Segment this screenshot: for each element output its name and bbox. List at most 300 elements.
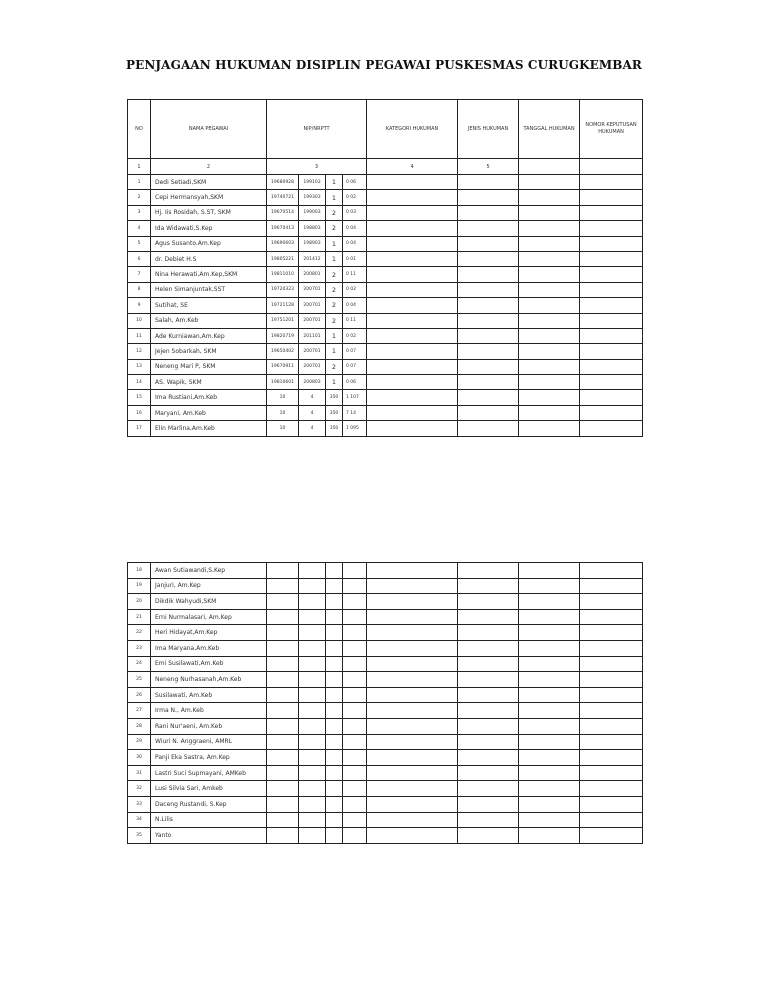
employee-name: Neneng Nurhasanah,Am.Keb <box>151 672 267 688</box>
tanggal-cell <box>519 734 580 750</box>
kategori-cell <box>367 375 458 390</box>
nomor-cell <box>580 298 643 313</box>
jenis-cell <box>458 828 519 844</box>
kategori-cell <box>367 765 458 781</box>
nomor-cell <box>580 796 643 812</box>
table-row <box>128 625 643 641</box>
tanggal-cell <box>519 750 580 766</box>
kategori-cell <box>367 205 458 220</box>
nip-part-2 <box>299 594 326 610</box>
employee-name: Emi Susilawati,Am.Keb <box>151 656 267 672</box>
tanggal-cell <box>519 267 580 282</box>
employee-name: Agus Susanto.Am.Kep <box>151 236 267 251</box>
row-number: 28 <box>128 718 151 734</box>
nip-part-2: 201412 <box>299 251 326 266</box>
nip-part-4 <box>343 563 367 579</box>
nip-part-2 <box>299 625 326 641</box>
row-number: 3 <box>128 205 151 220</box>
employee-name: Panji Eka Sastra, Am.Kep <box>151 750 267 766</box>
row-number: 17 <box>128 421 151 436</box>
employee-name: Daceng Rustandi, S.Kep <box>151 796 267 812</box>
tanggal-cell <box>519 236 580 251</box>
row-number: 23 <box>128 640 151 656</box>
nip-part-2 <box>299 750 326 766</box>
nomor-cell <box>580 328 643 343</box>
nip-part-3: 1 <box>326 190 343 205</box>
jenis-cell <box>458 236 519 251</box>
employee-name: Salah, Am.Keb <box>151 313 267 328</box>
nip-part-1 <box>267 687 299 703</box>
nip-part-4 <box>343 718 367 734</box>
nip-part-1 <box>267 718 299 734</box>
nomor-cell <box>580 781 643 797</box>
tanggal-cell <box>519 421 580 436</box>
jenis-cell <box>458 656 519 672</box>
nip-part-1: 10 <box>267 421 299 436</box>
nip-part-4: 0 11 <box>343 267 367 282</box>
nip-part-2 <box>299 687 326 703</box>
tanggal-cell <box>519 656 580 672</box>
table-row <box>128 765 643 781</box>
nip-part-4: 0 06 <box>343 375 367 390</box>
header-nip: NIP/NRPTT <box>267 100 367 159</box>
row-number: 9 <box>128 298 151 313</box>
nomor-cell <box>580 282 643 297</box>
nip-part-1 <box>267 672 299 688</box>
kategori-cell <box>367 282 458 297</box>
tanggal-cell <box>519 298 580 313</box>
jenis-cell <box>458 563 519 579</box>
nip-part-1: 19810601 <box>267 375 299 390</box>
jenis-cell <box>458 750 519 766</box>
nip-part-4: 0 02 <box>343 328 367 343</box>
kategori-cell <box>367 421 458 436</box>
row-number: 32 <box>128 781 151 797</box>
jenis-cell <box>458 640 519 656</box>
jenis-cell <box>458 672 519 688</box>
nip-part-4: 0 04 <box>343 298 367 313</box>
nip-part-3 <box>326 703 343 719</box>
nomor-cell <box>580 765 643 781</box>
employee-name: Janjuri, Am.Kep <box>151 578 267 594</box>
nip-part-1: 19670911 <box>267 359 299 374</box>
nip-part-1: 19805221 <box>267 251 299 266</box>
row-number: 20 <box>128 594 151 610</box>
table-row <box>128 750 643 766</box>
employee-name: Lusi Silvia Sari, Amkeb <box>151 781 267 797</box>
row-number: 12 <box>128 344 151 359</box>
tanggal-cell <box>519 609 580 625</box>
nip-part-4 <box>343 656 367 672</box>
nip-part-2 <box>299 578 326 594</box>
nip-part-3: 1 <box>326 344 343 359</box>
tanggal-cell <box>519 781 580 797</box>
nip-part-3 <box>326 672 343 688</box>
nip-part-2: 200801 <box>299 267 326 282</box>
nip-part-4 <box>343 687 367 703</box>
nip-part-2 <box>299 734 326 750</box>
row-number: 2 <box>128 190 151 205</box>
employee-name: Wiuri N. Anggraeni, AMRL <box>151 734 267 750</box>
row-number: 4 <box>128 221 151 236</box>
header-nomor-keputusan: NOMOR KEPUTUSAN HUKUMAN <box>580 100 643 159</box>
nip-part-2 <box>299 781 326 797</box>
employee-name: Irma N., Am.Keb <box>151 703 267 719</box>
nip-part-2 <box>299 609 326 625</box>
nip-part-1 <box>267 750 299 766</box>
table-row <box>128 190 643 205</box>
nip-part-3: 2 <box>326 313 343 328</box>
nomor-cell <box>580 656 643 672</box>
nip-part-4 <box>343 796 367 812</box>
row-number: 7 <box>128 267 151 282</box>
table-row <box>128 390 643 405</box>
nip-part-4 <box>343 781 367 797</box>
nomor-cell <box>580 205 643 220</box>
jenis-cell <box>458 205 519 220</box>
table-row <box>128 796 643 812</box>
nip-part-2: 200701 <box>299 298 326 313</box>
nip-part-4: 1 107 <box>343 390 367 405</box>
nip-part-1 <box>267 765 299 781</box>
tanggal-cell <box>519 190 580 205</box>
nip-part-3 <box>326 563 343 579</box>
employee-name: Maryani, Am.Keb <box>151 405 267 420</box>
table-row <box>128 236 643 251</box>
jenis-cell <box>458 578 519 594</box>
kategori-cell <box>367 734 458 750</box>
nomor-cell <box>580 344 643 359</box>
employee-name: Hj. Iis Rosidah, S.ST, SKM <box>151 205 267 220</box>
jenis-cell <box>458 781 519 797</box>
nip-part-3 <box>326 687 343 703</box>
nip-part-2 <box>299 672 326 688</box>
jenis-cell <box>458 221 519 236</box>
tanggal-cell <box>519 640 580 656</box>
employee-name: Cepi Hermansyah,SKM <box>151 190 267 205</box>
employee-name: N.Lilis <box>151 812 267 828</box>
employee-name: Ade Kurniawan,Am.Kep <box>151 328 267 343</box>
nip-part-3: 1 <box>326 375 343 390</box>
row-number: 14 <box>128 375 151 390</box>
employee-name: Heri Hidayat,Am.Kep <box>151 625 267 641</box>
nip-part-3: 1 <box>326 175 343 190</box>
header-no: NO <box>128 100 151 159</box>
tanggal-cell <box>519 594 580 610</box>
nip-part-2: 4 <box>299 421 326 436</box>
table-row <box>128 421 643 436</box>
jenis-cell <box>458 359 519 374</box>
employee-name: Neneng Mari P, SKM <box>151 359 267 374</box>
kategori-cell <box>367 236 458 251</box>
tanggal-cell <box>519 718 580 734</box>
empty-cell <box>519 159 580 175</box>
jenis-cell <box>458 375 519 390</box>
jenis-cell <box>458 796 519 812</box>
nip-part-2: 199003 <box>299 205 326 220</box>
nip-part-2: 200701 <box>299 282 326 297</box>
nip-part-2 <box>299 828 326 844</box>
nip-part-1: 19670514 <box>267 205 299 220</box>
column-number: 2 <box>151 159 267 175</box>
nip-part-3: 350 <box>326 405 343 420</box>
nomor-cell <box>580 236 643 251</box>
nip-part-1 <box>267 625 299 641</box>
nip-part-1 <box>267 656 299 672</box>
nip-part-3: 1 <box>326 328 343 343</box>
employee-name: Dikdik Wahyudi,SKM <box>151 594 267 610</box>
nip-part-4 <box>343 750 367 766</box>
kategori-cell <box>367 781 458 797</box>
kategori-cell <box>367 796 458 812</box>
tanggal-cell <box>519 313 580 328</box>
employee-name: Lastri Suci Supmayani, AMKeb <box>151 765 267 781</box>
nip-part-2: 200701 <box>299 344 326 359</box>
employee-name: Helen Simanjuntak,SST <box>151 282 267 297</box>
jenis-cell <box>458 344 519 359</box>
nip-part-2: 198803 <box>299 221 326 236</box>
nip-part-4: 0 04 <box>343 236 367 251</box>
kategori-cell <box>367 750 458 766</box>
nip-part-1 <box>267 828 299 844</box>
table-row <box>128 578 643 594</box>
empty-cell <box>580 159 643 175</box>
nip-part-3: 2 <box>326 298 343 313</box>
jenis-cell <box>458 734 519 750</box>
nomor-cell <box>580 594 643 610</box>
nomor-cell <box>580 563 643 579</box>
kategori-cell <box>367 578 458 594</box>
nip-part-4 <box>343 765 367 781</box>
kategori-cell <box>367 405 458 420</box>
employee-name: Jejen Sobarkah, SKM <box>151 344 267 359</box>
table-row <box>128 359 643 374</box>
table-row <box>128 282 643 297</box>
nomor-cell <box>580 625 643 641</box>
row-number: 35 <box>128 828 151 844</box>
nip-part-2 <box>299 812 326 828</box>
table-row <box>128 812 643 828</box>
tanggal-cell <box>519 765 580 781</box>
nomor-cell <box>580 190 643 205</box>
jenis-cell <box>458 267 519 282</box>
nip-part-4 <box>343 734 367 750</box>
nip-part-3 <box>326 781 343 797</box>
nomor-cell <box>580 812 643 828</box>
kategori-cell <box>367 703 458 719</box>
row-number: 29 <box>128 734 151 750</box>
kategori-cell <box>367 672 458 688</box>
nomor-cell <box>580 221 643 236</box>
table-row <box>128 175 643 190</box>
header-jenis-hukuman: JENIS HUKUMAN <box>458 100 519 159</box>
kategori-cell <box>367 656 458 672</box>
kategori-cell <box>367 313 458 328</box>
table-row <box>128 687 643 703</box>
employee-name: Rani Nur'aeni, Am.Keb <box>151 718 267 734</box>
tanggal-cell <box>519 359 580 374</box>
row-number: 5 <box>128 236 151 251</box>
nip-part-3 <box>326 734 343 750</box>
table-row <box>128 405 643 420</box>
nip-part-4: 0 04 <box>343 221 367 236</box>
nip-part-3 <box>326 609 343 625</box>
nip-part-1: 19751201 <box>267 313 299 328</box>
nip-part-1 <box>267 796 299 812</box>
row-number: 24 <box>128 656 151 672</box>
nip-part-3: 2 <box>326 359 343 374</box>
tanggal-cell <box>519 282 580 297</box>
employee-name: dr. Debiet H.S <box>151 251 267 266</box>
nip-part-3 <box>326 656 343 672</box>
nip-part-2: 200701 <box>299 313 326 328</box>
nomor-cell <box>580 750 643 766</box>
nip-part-1: 19811010 <box>267 267 299 282</box>
row-number: 31 <box>128 765 151 781</box>
kategori-cell <box>367 828 458 844</box>
nip-part-1 <box>267 781 299 797</box>
row-number: 8 <box>128 282 151 297</box>
nip-part-4 <box>343 640 367 656</box>
tanggal-cell <box>519 796 580 812</box>
row-number: 22 <box>128 625 151 641</box>
table-row <box>128 221 643 236</box>
table-row <box>128 328 643 343</box>
kategori-cell <box>367 687 458 703</box>
nip-part-2: 4 <box>299 405 326 420</box>
nomor-cell <box>580 175 643 190</box>
nip-part-2 <box>299 640 326 656</box>
kategori-cell <box>367 190 458 205</box>
tanggal-cell <box>519 205 580 220</box>
row-number: 18 <box>128 563 151 579</box>
nomor-cell <box>580 640 643 656</box>
jenis-cell <box>458 625 519 641</box>
table-row <box>128 703 643 719</box>
header-nama-pegawai: NAMA PEGAWAI <box>151 100 267 159</box>
jenis-cell <box>458 328 519 343</box>
tanggal-cell <box>519 812 580 828</box>
column-number: 1 <box>128 159 151 175</box>
table-row <box>128 656 643 672</box>
tanggal-cell <box>519 625 580 641</box>
employee-name: Ima Maryana,Am.Keb <box>151 640 267 656</box>
row-number: 34 <box>128 812 151 828</box>
kategori-cell <box>367 718 458 734</box>
nomor-cell <box>580 421 643 436</box>
discipline-table-part-1 <box>127 99 643 437</box>
nip-part-4 <box>343 703 367 719</box>
nomor-cell <box>580 267 643 282</box>
table-row <box>128 298 643 313</box>
nip-part-1: 19690603 <box>267 236 299 251</box>
employee-name: Yanto <box>151 828 267 844</box>
column-number: 3 <box>267 159 367 175</box>
kategori-cell <box>367 563 458 579</box>
table-row <box>128 718 643 734</box>
jenis-cell <box>458 421 519 436</box>
column-number-row <box>128 159 643 175</box>
nomor-cell <box>580 734 643 750</box>
nip-part-4 <box>343 672 367 688</box>
nip-part-3 <box>326 750 343 766</box>
employee-name: Erni Nurmalasari, Am.Kep <box>151 609 267 625</box>
kategori-cell <box>367 812 458 828</box>
employee-name: Elin Marlina,Am.Keb <box>151 421 267 436</box>
employee-name: Dedi Setiadi,SKM <box>151 175 267 190</box>
employee-name: Awan Sutiawandi,S.Kep <box>151 563 267 579</box>
nip-part-3 <box>326 828 343 844</box>
nomor-cell <box>580 672 643 688</box>
nip-part-1: 19670413 <box>267 221 299 236</box>
tanggal-cell <box>519 344 580 359</box>
nip-part-2 <box>299 765 326 781</box>
kategori-cell <box>367 221 458 236</box>
table-row <box>128 594 643 610</box>
nip-part-4: 0 11 <box>343 313 367 328</box>
header-row <box>128 100 643 159</box>
nip-part-2: 200701 <box>299 359 326 374</box>
row-number: 16 <box>128 405 151 420</box>
row-number: 11 <box>128 328 151 343</box>
nip-part-1 <box>267 640 299 656</box>
kategori-cell <box>367 594 458 610</box>
jenis-cell <box>458 298 519 313</box>
tanggal-cell <box>519 251 580 266</box>
nip-part-4: 0 03 <box>343 205 367 220</box>
nip-part-3 <box>326 578 343 594</box>
kategori-cell <box>367 344 458 359</box>
row-number: 27 <box>128 703 151 719</box>
tanggal-cell <box>519 405 580 420</box>
header-tanggal-hukuman: TANGGAL HUKUMAN <box>519 100 580 159</box>
nomor-cell <box>580 251 643 266</box>
nip-part-3 <box>326 796 343 812</box>
nip-part-2 <box>299 656 326 672</box>
tanggal-cell <box>519 578 580 594</box>
jenis-cell <box>458 190 519 205</box>
page-title: PENJAGAAN HUKUMAN DISIPLIN PEGAWAI PUSKESMAS CURUGKEMBAR <box>125 58 643 72</box>
nomor-cell <box>580 609 643 625</box>
jenis-cell <box>458 609 519 625</box>
nomor-cell <box>580 375 643 390</box>
nomor-cell <box>580 687 643 703</box>
jenis-cell <box>458 594 519 610</box>
nip-part-4 <box>343 828 367 844</box>
table-row <box>128 563 643 579</box>
tanggal-cell <box>519 703 580 719</box>
nip-part-1 <box>267 563 299 579</box>
nip-part-2: 198903 <box>299 236 326 251</box>
tanggal-cell <box>519 828 580 844</box>
nomor-cell <box>580 390 643 405</box>
kategori-cell <box>367 359 458 374</box>
kategori-cell <box>367 625 458 641</box>
employee-name: Nina Herawati,Am.Kep,SKM <box>151 267 267 282</box>
employee-name: Ida Widawati,S.Kep <box>151 221 267 236</box>
nip-part-3: 2 <box>326 221 343 236</box>
employee-name: AS. Wapik, SKM <box>151 375 267 390</box>
nip-part-1 <box>267 578 299 594</box>
table-row <box>128 205 643 220</box>
nip-part-4: 0 07 <box>343 344 367 359</box>
nomor-cell <box>580 703 643 719</box>
tanggal-cell <box>519 687 580 703</box>
tanggal-cell <box>519 328 580 343</box>
row-number: 6 <box>128 251 151 266</box>
nomor-cell <box>580 828 643 844</box>
jenis-cell <box>458 390 519 405</box>
